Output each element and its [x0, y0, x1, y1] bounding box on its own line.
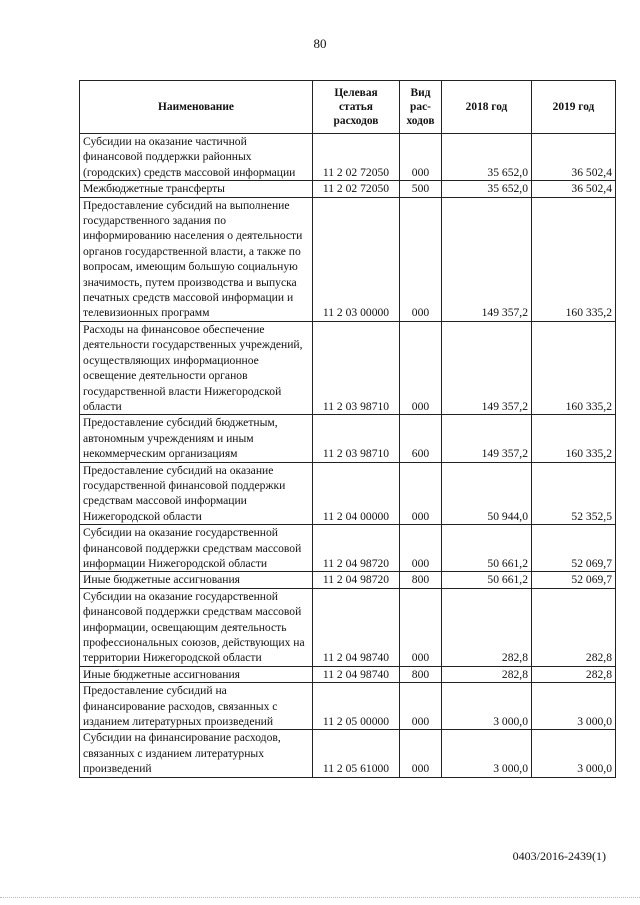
row-value-2018: 149 357,2 [442, 197, 532, 321]
row-expense-type: 000 [400, 462, 442, 525]
table-row [80, 462, 616, 525]
table-row [80, 683, 616, 730]
row-value-2018: 3 000,0 [442, 730, 532, 777]
row-value-2018: 3 000,0 [442, 683, 532, 730]
row-value-2019: 3 000,0 [532, 683, 616, 730]
row-expense-type: 800 [400, 666, 442, 682]
row-name: Межбюджетные трансферты [80, 181, 313, 197]
row-expense-type: 000 [400, 197, 442, 321]
row-name: Предоставление субсидий на выполнение государственного задания по информированию населения о деятельности органов государственной власти, а также по вопросам, имеющим большую социальную значимость, путем производства и выпуска печатных средств массовой информации и телевизионных программ [80, 197, 313, 321]
header-expense-type: Вид рас-ходов [400, 81, 442, 134]
table-header-row [80, 81, 616, 134]
row-target-code: 11 2 05 61000 [313, 730, 400, 777]
row-expense-type: 000 [400, 730, 442, 777]
row-name: Субсидии на финансирование расходов, связанных с изданием литературных произведений [80, 730, 313, 777]
row-target-code: 11 2 04 98720 [313, 572, 400, 588]
table-row [80, 588, 616, 666]
row-value-2018: 282,8 [442, 588, 532, 666]
row-value-2019: 282,8 [532, 588, 616, 666]
table-row [80, 525, 616, 572]
row-value-2018: 50 661,2 [442, 525, 532, 572]
table-row [80, 572, 616, 588]
row-target-code: 11 2 04 98740 [313, 666, 400, 682]
budget-table [79, 80, 616, 778]
table-row [80, 321, 616, 414]
row-expense-type: 000 [400, 321, 442, 414]
row-name: Расходы на финансовое обеспечение деятельности государственных учреждений, осуществляющих информационное освещение деятельности органов государственной власти Нижегородской области [80, 321, 313, 414]
row-value-2018: 50 661,2 [442, 572, 532, 588]
table-row [80, 181, 616, 197]
row-value-2018: 50 944,0 [442, 462, 532, 525]
row-value-2019: 36 502,4 [532, 134, 616, 181]
row-value-2019: 160 335,2 [532, 197, 616, 321]
scan-footer-line [0, 897, 640, 899]
table-row [80, 415, 616, 462]
header-year-2019: 2019 год [532, 81, 616, 134]
row-expense-type: 000 [400, 683, 442, 730]
row-target-code: 11 2 04 00000 [313, 462, 400, 525]
row-target-code: 11 2 03 98710 [313, 321, 400, 414]
page-number: 80 [313, 36, 327, 51]
row-target-code: 11 2 04 98720 [313, 525, 400, 572]
row-value-2018: 35 652,0 [442, 134, 532, 181]
row-value-2019: 52 069,7 [532, 525, 616, 572]
row-value-2019: 282,8 [532, 666, 616, 682]
table-row [80, 730, 616, 777]
row-expense-type: 000 [400, 134, 442, 181]
row-expense-type: 000 [400, 588, 442, 666]
table-row [80, 197, 616, 321]
row-name: Предоставление субсидий на финансирование расходов, связанных с изданием литературных произведений [80, 683, 313, 730]
row-value-2019: 3 000,0 [532, 730, 616, 777]
document-code: 0403/2016-2439(1) [512, 849, 606, 863]
row-expense-type: 800 [400, 572, 442, 588]
table-row [80, 666, 616, 682]
row-value-2018: 149 357,2 [442, 321, 532, 414]
row-target-code: 11 2 03 00000 [313, 197, 400, 321]
row-value-2019: 36 502,4 [532, 181, 616, 197]
row-name: Иные бюджетные ассигнования [80, 666, 313, 682]
row-name: Субсидии на оказание государственной финансовой поддержки средствам массовой информации, освещающим деятельность профессиональных союзов, действующих на территории Нижегородской области [80, 588, 313, 666]
row-expense-type: 500 [400, 181, 442, 197]
row-value-2019: 160 335,2 [532, 415, 616, 462]
row-target-code: 11 2 03 98710 [313, 415, 400, 462]
header-target-article: Целевая статья расходов [313, 81, 400, 134]
row-target-code: 11 2 02 72050 [313, 181, 400, 197]
header-year-2018: 2018 год [442, 81, 532, 134]
row-name: Субсидии на оказание государственной финансовой поддержки средствам массовой информации Нижегородской области [80, 525, 313, 572]
row-name: Предоставление субсидий на оказание государственной финансовой поддержки средствам массовой информации Нижегородской области [80, 462, 313, 525]
row-name: Предоставление субсидий бюджетным, автономным учреждениям и иным некоммерческим организациям [80, 415, 313, 462]
row-value-2018: 149 357,2 [442, 415, 532, 462]
row-value-2019: 160 335,2 [532, 321, 616, 414]
row-name: Иные бюджетные ассигнования [80, 572, 313, 588]
row-target-code: 11 2 05 00000 [313, 683, 400, 730]
row-expense-type: 600 [400, 415, 442, 462]
table-row [80, 134, 616, 181]
header-name: Наименование [80, 81, 313, 134]
row-expense-type: 000 [400, 525, 442, 572]
row-target-code: 11 2 02 72050 [313, 134, 400, 181]
row-name: Субсидии на оказание частичной финансовой поддержки районных (городских) средств массовой информации [80, 134, 313, 181]
row-value-2019: 52 069,7 [532, 572, 616, 588]
row-value-2019: 52 352,5 [532, 462, 616, 525]
row-value-2018: 35 652,0 [442, 181, 532, 197]
row-value-2018: 282,8 [442, 666, 532, 682]
row-target-code: 11 2 04 98740 [313, 588, 400, 666]
